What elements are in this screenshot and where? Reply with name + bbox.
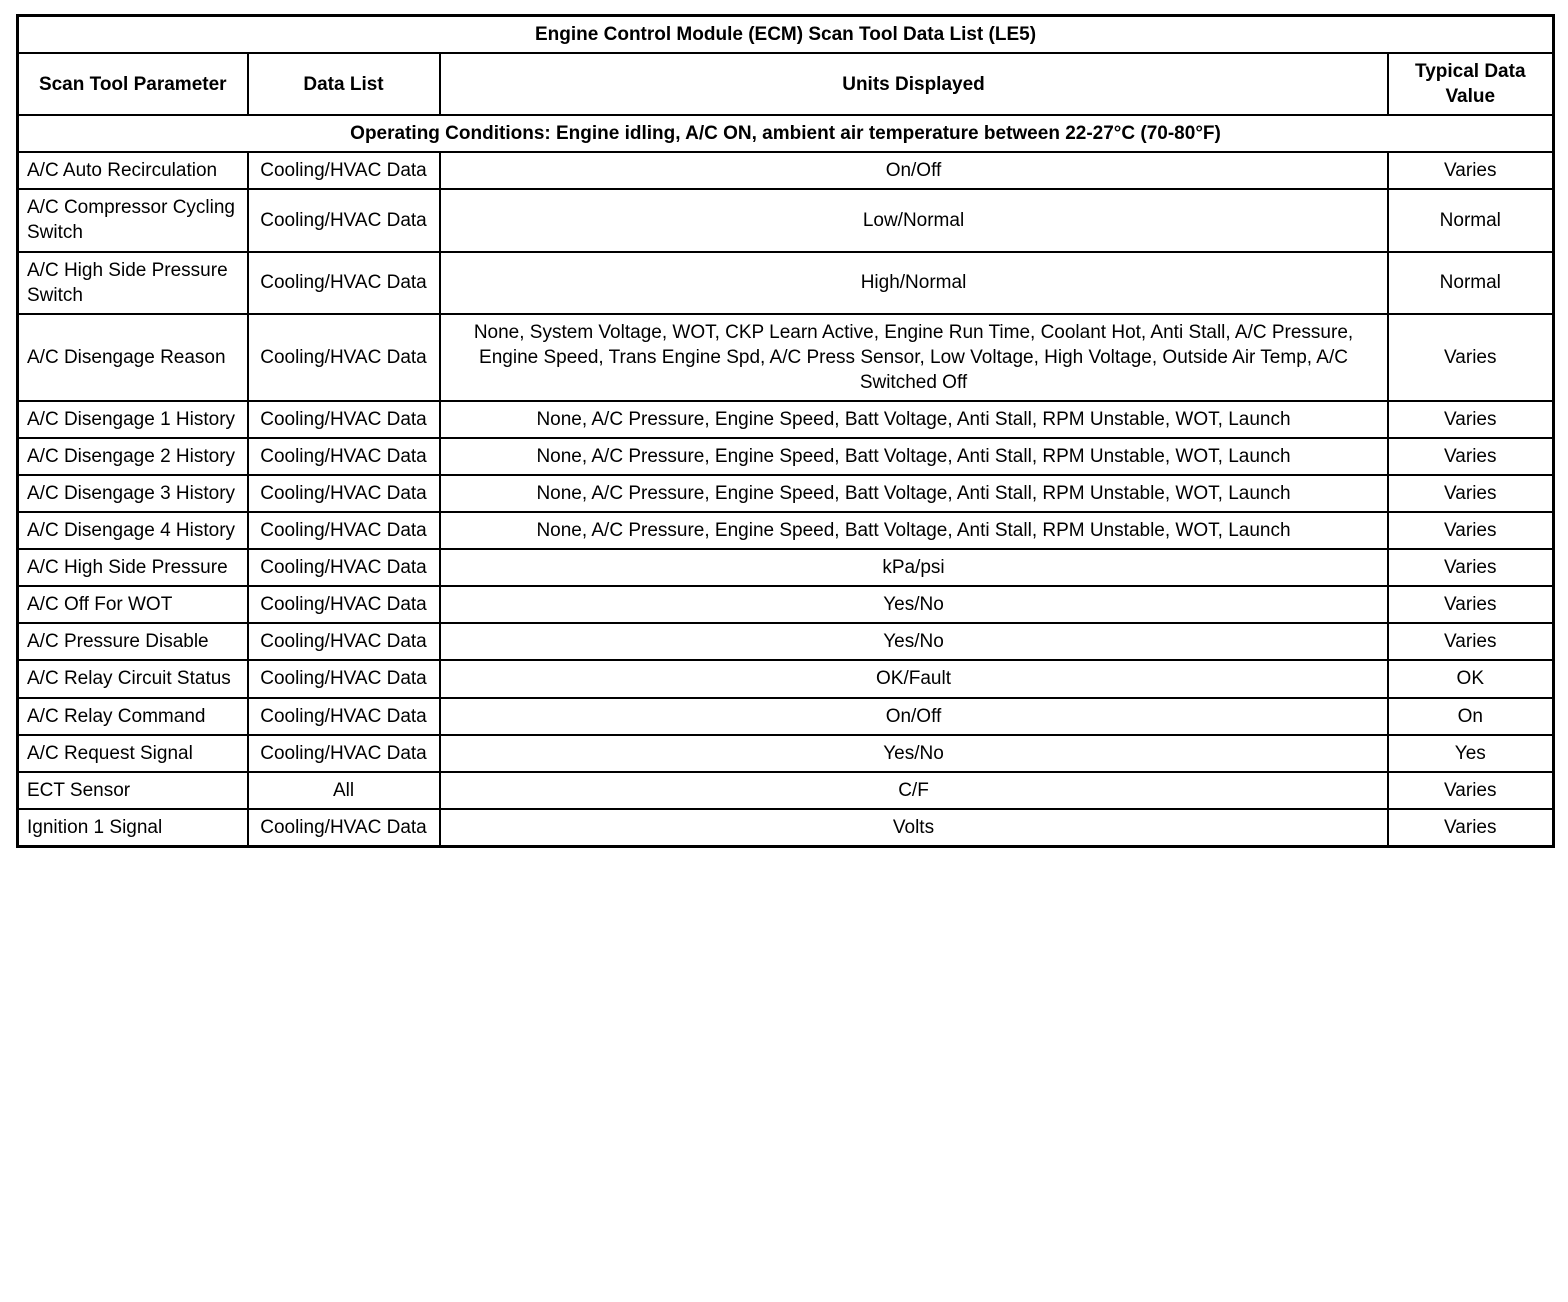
param-cell: A/C Pressure Disable [18, 623, 248, 660]
units-cell: OK/Fault [440, 660, 1388, 697]
value-cell: Varies [1388, 512, 1554, 549]
datalist-cell: Cooling/HVAC Data [248, 475, 440, 512]
units-cell: Yes/No [440, 735, 1388, 772]
value-cell: Varies [1388, 438, 1554, 475]
header-data-list: Data List [248, 53, 440, 115]
datalist-cell: Cooling/HVAC Data [248, 660, 440, 697]
units-cell: None, System Voltage, WOT, CKP Learn Active, Engine Run Time, Coolant Hot, Anti Stall, A/C Pressure, Engine Speed, Trans Engine Spd, A/C Press Sensor, Low Voltage, High Voltage, Outside Air Temp, A/C Switched Off [440, 314, 1388, 401]
param-cell: A/C Disengage 4 History [18, 512, 248, 549]
value-cell: Varies [1388, 809, 1554, 847]
param-cell: ECT Sensor [18, 772, 248, 809]
table-row [18, 438, 1554, 475]
datalist-cell: Cooling/HVAC Data [248, 512, 440, 549]
table-row [18, 809, 1554, 847]
datalist-cell: Cooling/HVAC Data [248, 252, 440, 314]
param-cell: Ignition 1 Signal [18, 809, 248, 847]
param-cell: A/C Compressor Cycling Switch [18, 189, 248, 251]
units-cell: None, A/C Pressure, Engine Speed, Batt Voltage, Anti Stall, RPM Unstable, WOT, Launch [440, 438, 1388, 475]
units-cell: C/F [440, 772, 1388, 809]
table-row [18, 475, 1554, 512]
datalist-cell: Cooling/HVAC Data [248, 698, 440, 735]
datalist-cell: All [248, 772, 440, 809]
table-title-row [18, 16, 1554, 54]
table-row [18, 698, 1554, 735]
table-row [18, 623, 1554, 660]
table-row [18, 735, 1554, 772]
value-cell: Varies [1388, 401, 1554, 438]
datalist-cell: Cooling/HVAC Data [248, 735, 440, 772]
param-cell: A/C High Side Pressure [18, 549, 248, 586]
param-cell: A/C Disengage 3 History [18, 475, 248, 512]
table-row [18, 189, 1554, 251]
param-cell: A/C Request Signal [18, 735, 248, 772]
value-cell: On [1388, 698, 1554, 735]
value-cell: Yes [1388, 735, 1554, 772]
units-cell: High/Normal [440, 252, 1388, 314]
table-header-row [18, 53, 1554, 115]
table-body [18, 152, 1554, 846]
header-scan-tool-parameter: Scan Tool Parameter [18, 53, 248, 115]
datalist-cell: Cooling/HVAC Data [248, 549, 440, 586]
operating-conditions-row [18, 115, 1554, 152]
scan-tool-data-table [16, 14, 1555, 848]
value-cell: OK [1388, 660, 1554, 697]
table-row [18, 152, 1554, 189]
param-cell: A/C Disengage 1 History [18, 401, 248, 438]
header-typical-data-value: Typical Data Value [1388, 53, 1554, 115]
value-cell: Varies [1388, 772, 1554, 809]
datalist-cell: Cooling/HVAC Data [248, 438, 440, 475]
units-cell: None, A/C Pressure, Engine Speed, Batt Voltage, Anti Stall, RPM Unstable, WOT, Launch [440, 401, 1388, 438]
table-row [18, 660, 1554, 697]
units-cell: Yes/No [440, 623, 1388, 660]
param-cell: A/C Relay Circuit Status [18, 660, 248, 697]
table-row [18, 549, 1554, 586]
table-row [18, 401, 1554, 438]
datalist-cell: Cooling/HVAC Data [248, 314, 440, 401]
units-cell: kPa/psi [440, 549, 1388, 586]
table-row [18, 314, 1554, 401]
units-cell: Low/Normal [440, 189, 1388, 251]
value-cell: Varies [1388, 152, 1554, 189]
datalist-cell: Cooling/HVAC Data [248, 623, 440, 660]
param-cell: A/C Off For WOT [18, 586, 248, 623]
table-title: Engine Control Module (ECM) Scan Tool Data List (LE5) [18, 16, 1554, 54]
operating-conditions: Operating Conditions: Engine idling, A/C ON, ambient air temperature between 22-27°C (70-80°F) [18, 115, 1554, 152]
value-cell: Varies [1388, 314, 1554, 401]
datalist-cell: Cooling/HVAC Data [248, 189, 440, 251]
units-cell: Yes/No [440, 586, 1388, 623]
param-cell: A/C High Side Pressure Switch [18, 252, 248, 314]
param-cell: A/C Auto Recirculation [18, 152, 248, 189]
table-row [18, 772, 1554, 809]
header-units-displayed: Units Displayed [440, 53, 1388, 115]
param-cell: A/C Relay Command [18, 698, 248, 735]
units-cell: None, A/C Pressure, Engine Speed, Batt Voltage, Anti Stall, RPM Unstable, WOT, Launch [440, 512, 1388, 549]
datalist-cell: Cooling/HVAC Data [248, 809, 440, 847]
value-cell: Varies [1388, 586, 1554, 623]
units-cell: Volts [440, 809, 1388, 847]
table-row [18, 512, 1554, 549]
value-cell: Varies [1388, 549, 1554, 586]
units-cell: On/Off [440, 698, 1388, 735]
datalist-cell: Cooling/HVAC Data [248, 152, 440, 189]
table-row [18, 252, 1554, 314]
value-cell: Normal [1388, 189, 1554, 251]
units-cell: On/Off [440, 152, 1388, 189]
table-row [18, 586, 1554, 623]
value-cell: Normal [1388, 252, 1554, 314]
param-cell: A/C Disengage Reason [18, 314, 248, 401]
datalist-cell: Cooling/HVAC Data [248, 586, 440, 623]
units-cell: None, A/C Pressure, Engine Speed, Batt Voltage, Anti Stall, RPM Unstable, WOT, Launch [440, 475, 1388, 512]
param-cell: A/C Disengage 2 History [18, 438, 248, 475]
value-cell: Varies [1388, 623, 1554, 660]
datalist-cell: Cooling/HVAC Data [248, 401, 440, 438]
value-cell: Varies [1388, 475, 1554, 512]
